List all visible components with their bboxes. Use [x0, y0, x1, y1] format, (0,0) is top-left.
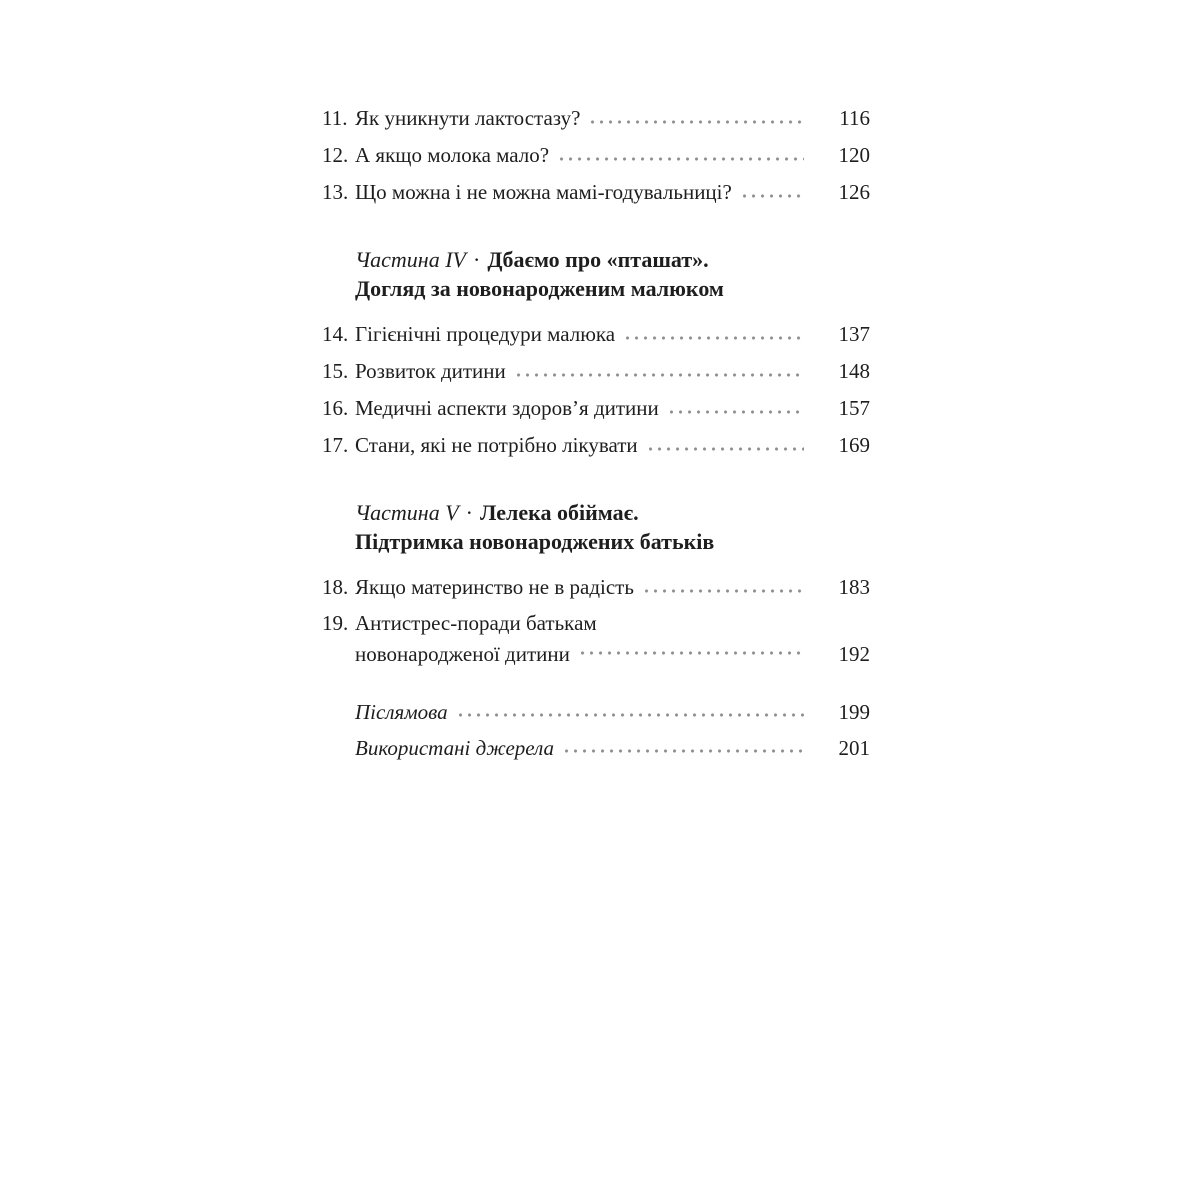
- entry-number: 14.: [322, 322, 349, 346]
- entry-number: 13.: [322, 180, 349, 204]
- part-title-line2: Догляд за новонародженим малюком: [355, 276, 724, 301]
- entry-title: А якщо молока мало?: [355, 143, 550, 167]
- entry-number: 18.: [322, 575, 349, 599]
- part-separator: ·: [465, 500, 473, 525]
- part-label: Частина IV: [355, 247, 466, 272]
- entry-title-line2: новонародженої дитини: [355, 642, 570, 666]
- part-label: Частина V: [355, 500, 459, 525]
- entry-title: Що можна і не можна мамі-годувальниці?: [355, 180, 732, 204]
- part-title-line1: Дбаємо про «пташат».: [487, 247, 709, 272]
- dot-leader: [591, 120, 804, 124]
- entry-page-number: 201: [838, 736, 870, 760]
- dot-leader: [743, 194, 804, 198]
- dot-leader: [670, 410, 804, 414]
- entry-title-line1: Антистрес-поради батькам: [355, 611, 597, 635]
- entry-page-number: 192: [838, 642, 870, 666]
- entry-number: 12.: [322, 143, 349, 167]
- part-header-line1: [355, 245, 870, 274]
- entry-number: 16.: [322, 396, 349, 420]
- entry-page-number: 183: [838, 575, 870, 599]
- entry-title: Медичні аспекти здоров’я дитини: [355, 396, 659, 420]
- entry-title: Гігієнічні процедури малюка: [355, 322, 616, 346]
- part-header-v: [355, 498, 870, 556]
- part-header-iv: [355, 245, 870, 303]
- toc-entry-12: [322, 137, 870, 174]
- entry-title: Стани, які не потрібно лікувати: [355, 433, 638, 457]
- entry-number: 19.: [322, 611, 349, 635]
- dot-leader: [626, 336, 804, 340]
- backmatter-entry-sources: [322, 730, 870, 766]
- dot-leader: [560, 157, 804, 161]
- backmatter-title: Післямова: [355, 700, 448, 724]
- entry-page-number: 137: [838, 322, 870, 346]
- toc-entry-14: [322, 316, 870, 353]
- backmatter-section: [322, 694, 870, 766]
- entry-page-number: 157: [838, 396, 870, 420]
- backmatter-entry-afterword: [322, 694, 870, 730]
- dot-leader: [581, 651, 804, 655]
- toc-entry-13: [322, 174, 870, 211]
- entry-number: 11.: [322, 106, 348, 130]
- entry-page-number: 148: [838, 359, 870, 383]
- entry-page-number: 120: [838, 143, 870, 167]
- toc-entry-16: [322, 390, 870, 427]
- backmatter-title: Використані джерела: [355, 736, 555, 760]
- toc-entry-17: [322, 427, 870, 464]
- part-separator: ·: [473, 247, 481, 272]
- entry-number: 17.: [322, 433, 349, 457]
- entry-page-number: 169: [838, 433, 870, 457]
- dot-leader: [517, 373, 804, 377]
- toc-entry-19-line1: [322, 606, 870, 640]
- table-of-contents: [322, 100, 870, 766]
- entry-page-number: 116: [839, 106, 870, 130]
- part-title-line2: Підтримка новонароджених батьків: [355, 529, 715, 554]
- part-title-line1: Лелека обіймає.: [480, 500, 639, 525]
- entry-title: Якщо материнство не в радість: [355, 575, 634, 599]
- toc-entry-11: [322, 100, 870, 137]
- part-header-line1: [355, 498, 870, 527]
- entry-page-number: 199: [838, 700, 870, 724]
- entry-title: Як уникнути лактостазу?: [355, 106, 581, 130]
- toc-entry-18: [322, 569, 870, 606]
- dot-leader: [649, 447, 804, 451]
- dot-leader: [459, 713, 804, 717]
- toc-entry-19-line2: [322, 640, 870, 668]
- entry-number: 15.: [322, 359, 349, 383]
- toc-entry-15: [322, 353, 870, 390]
- dot-leader: [645, 589, 804, 593]
- entry-title: Розвиток дитини: [355, 359, 506, 383]
- entry-page-number: 126: [838, 180, 870, 204]
- dot-leader: [565, 749, 804, 753]
